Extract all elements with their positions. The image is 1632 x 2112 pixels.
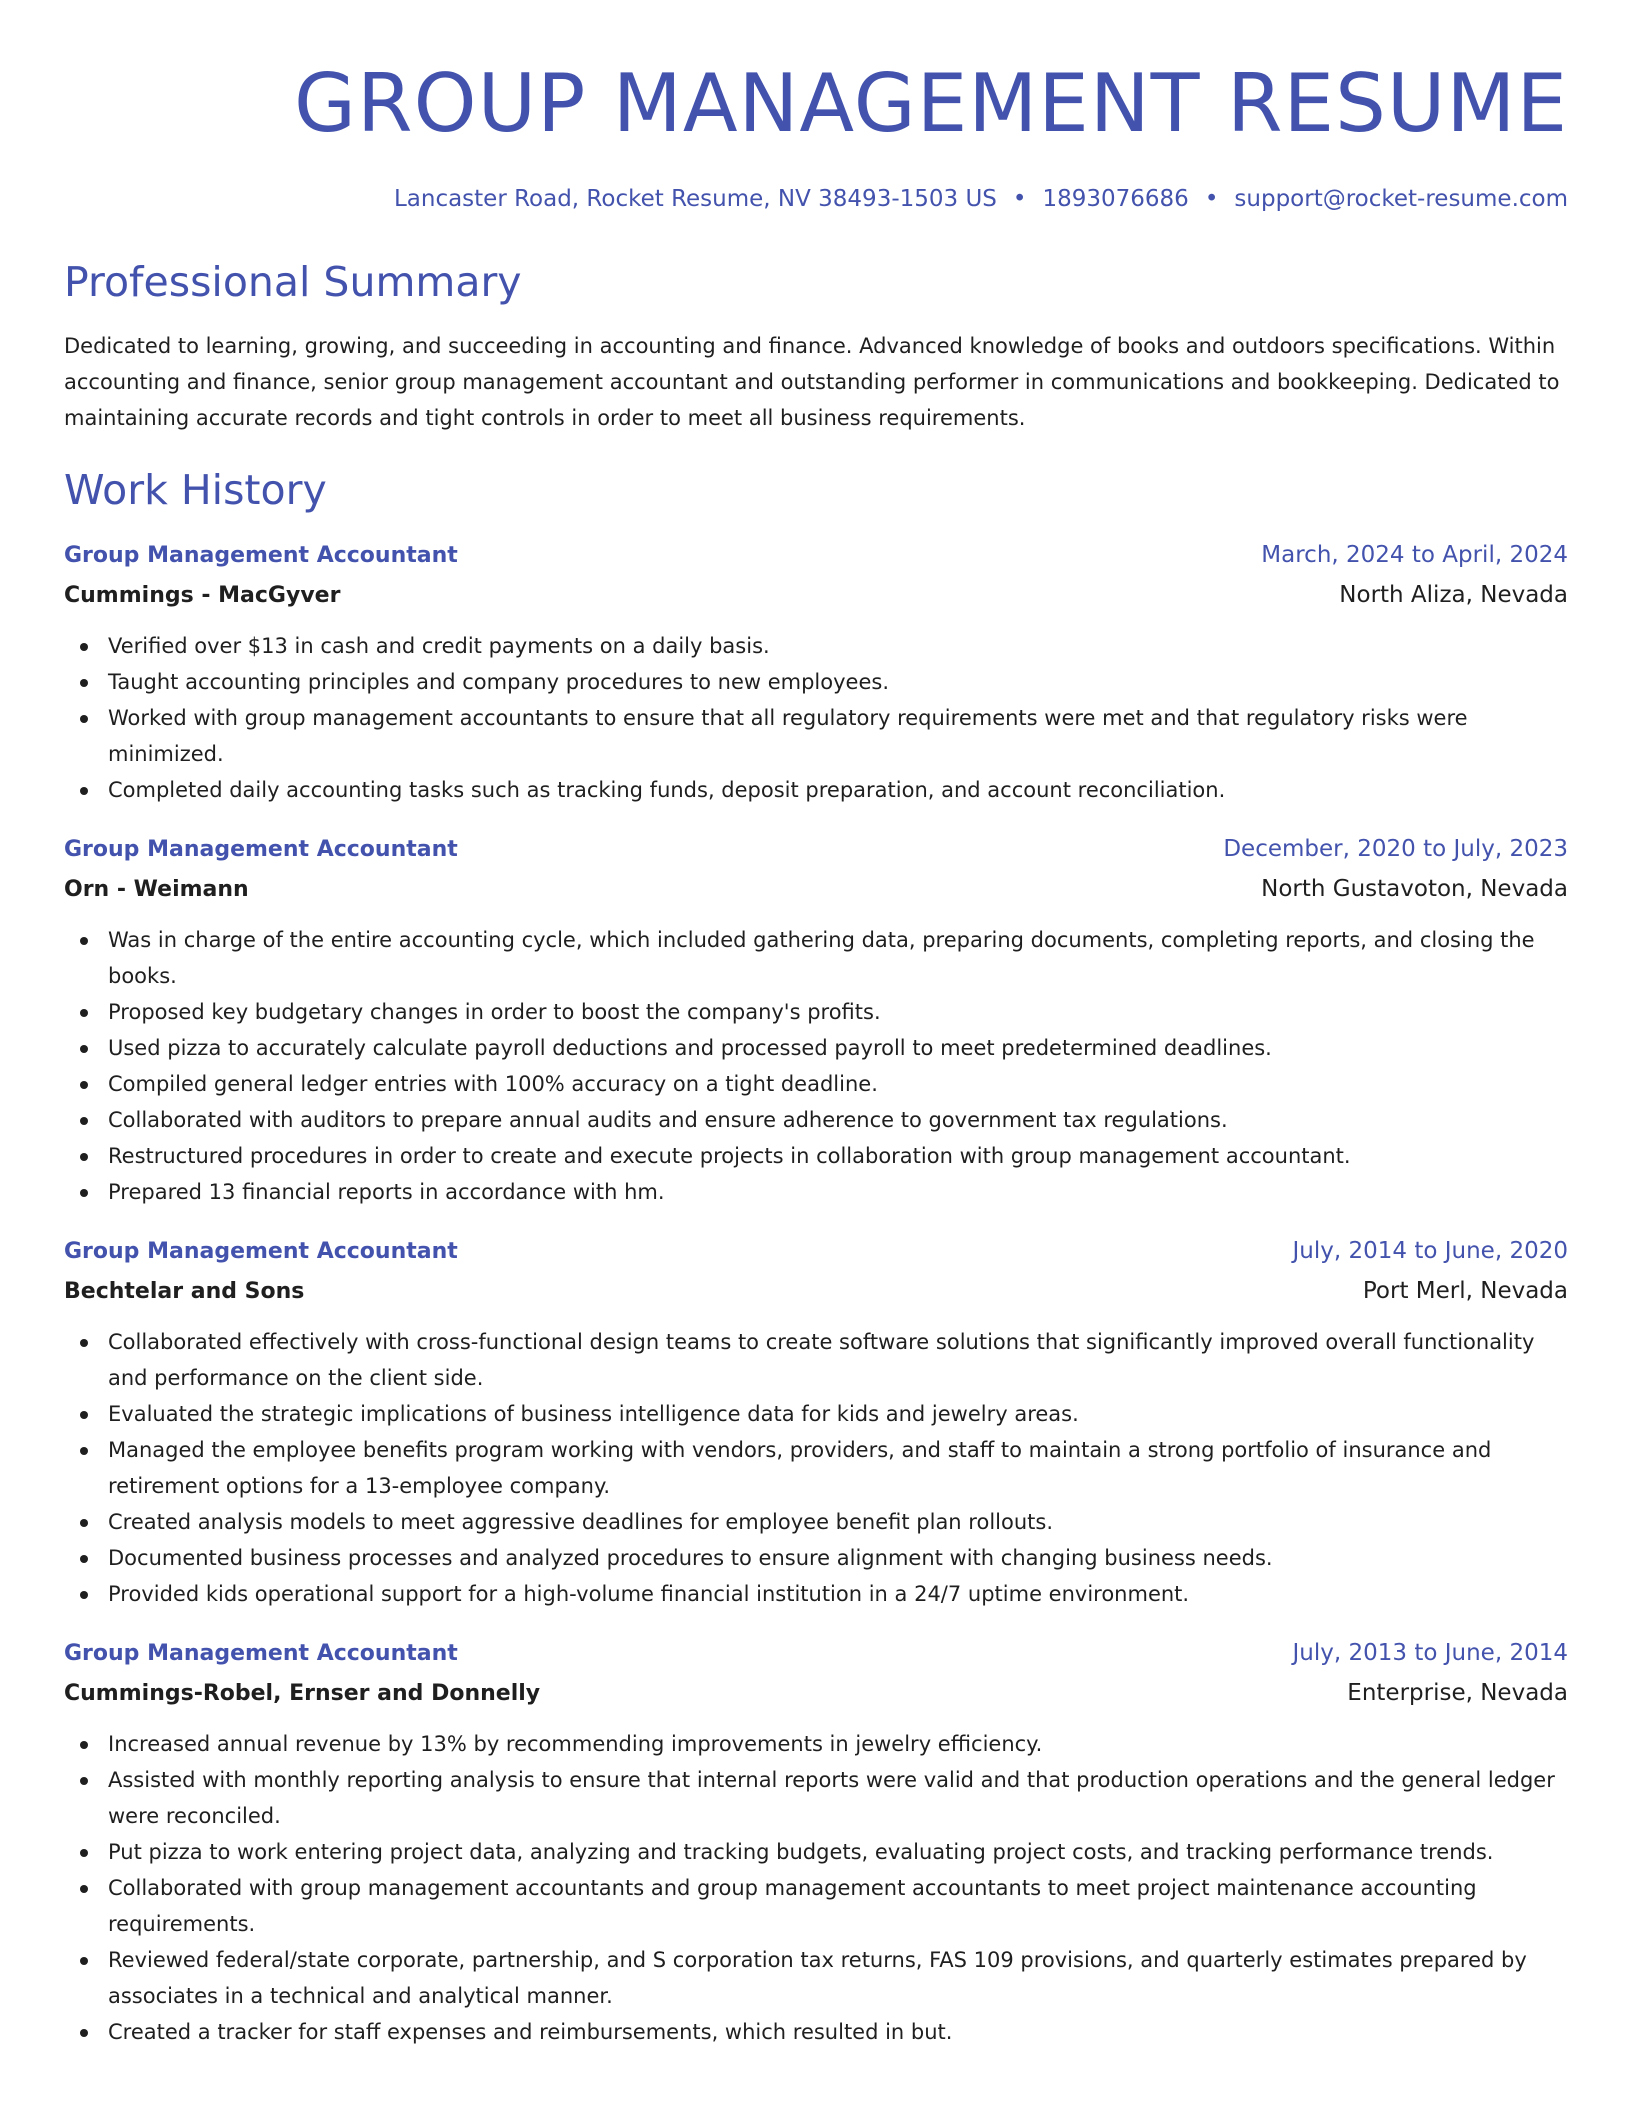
contact-email: support@rocket-resume.com [1234, 186, 1568, 212]
job-bullets [64, 1324, 1568, 1612]
job-header-row [64, 1634, 1568, 1673]
job-header-row [64, 1232, 1568, 1271]
job-bullet: Documented business processes and analyzed procedures to ensure alignment with changing business needs. [108, 1540, 1568, 1576]
job-entry [64, 830, 1568, 1210]
job-bullet: Created a tracker for staff expenses and reimbursements, which resulted in but. [108, 2014, 1568, 2050]
work-history-section-title: Work History [64, 466, 327, 514]
job-bullet: Reviewed federal/state corporate, partnership, and S corporation tax returns, FAS 109 provisions, and quarterly estimates prepared by associates in a technical and analytical manner. [108, 1942, 1568, 2014]
job-bullet: Assisted with monthly reporting analysis to ensure that internal reports were valid and that production operations and the general ledger were reconciled. [108, 1762, 1568, 1834]
job-bullet: Worked with group management accountants to ensure that all regulatory requirements were met and that regulatory risks were minimized. [108, 700, 1568, 772]
resume-page [64, 0, 1568, 2050]
job-bullet: Collaborated effectively with cross-functional design teams to create software solutions that significantly improved overall functionality and performance on the client side. [108, 1324, 1568, 1396]
job-bullet: Compiled general ledger entries with 100% accuracy on a tight deadline. [108, 1066, 1568, 1102]
contact-line [64, 184, 1568, 214]
job-entry [64, 536, 1568, 808]
job-bullet: Used pizza to accurately calculate payroll deductions and processed payroll to meet predetermined deadlines. [108, 1030, 1568, 1066]
job-bullet: Restructured procedures in order to create and execute projects in collaboration with group management accountant. [108, 1138, 1568, 1174]
job-dates: July, 2013 to June, 2014 [1292, 1640, 1568, 1666]
job-location: North Aliza, Nevada [1339, 582, 1568, 608]
contact-separator: • [1012, 186, 1027, 212]
work-history-list [64, 536, 1568, 2050]
job-bullet: Taught accounting principles and company procedures to new employees. [108, 664, 1568, 700]
contact-address: Lancaster Road, Rocket Resume, NV 38493-1503 US [393, 186, 997, 212]
job-bullet: Verified over $13 in cash and credit payments on a daily basis. [108, 628, 1568, 664]
job-bullet: Put pizza to work entering project data, analyzing and tracking budgets, evaluating project costs, and tracking performance trends. [108, 1834, 1568, 1870]
job-bullet: Completed daily accounting tasks such as tracking funds, deposit preparation, and account reconciliation. [108, 772, 1568, 808]
job-bullet: Collaborated with auditors to prepare annual audits and ensure adherence to government tax regulations. [108, 1102, 1568, 1138]
job-header-row [64, 536, 1568, 575]
job-dates: December, 2020 to July, 2023 [1223, 836, 1568, 862]
job-company-row [64, 869, 1568, 910]
summary-section-title: Professional Summary [64, 258, 522, 306]
job-location: Port Merl, Nevada [1362, 1278, 1568, 1304]
job-company: Cummings - MacGyver [64, 583, 341, 608]
job-bullets [64, 1726, 1568, 2050]
job-entry [64, 1232, 1568, 1612]
job-bullet: Created analysis models to meet aggressive deadlines for employee benefit plan rollouts. [108, 1504, 1568, 1540]
job-title: Group Management Accountant [64, 1641, 458, 1666]
job-bullet: Managed the employee benefits program working with vendors, providers, and staff to maintain a strong portfolio of insurance and retirement options for a 13-employee company. [108, 1432, 1568, 1504]
job-title: Group Management Accountant [64, 1239, 458, 1264]
job-company: Bechtelar and Sons [64, 1279, 305, 1304]
resume-name: GROUP MANAGEMENT RESUME [294, 57, 1568, 150]
job-dates: July, 2014 to June, 2020 [1292, 1238, 1568, 1264]
job-title: Group Management Accountant [64, 837, 458, 862]
job-entry [64, 1634, 1568, 2050]
contact-phone: 1893076686 [1042, 186, 1189, 212]
job-company: Cummings-Robel, Ernser and Donnelly [64, 1681, 541, 1706]
job-bullet: Collaborated with group management accountants and group management accountants to meet project maintenance accounting requirements. [108, 1870, 1568, 1942]
job-bullets [64, 922, 1568, 1210]
job-header-row [64, 830, 1568, 869]
job-bullet: Provided kids operational support for a high-volume financial institution in a 24/7 uptime environment. [108, 1576, 1568, 1612]
summary-text: Dedicated to learning, growing, and succeeding in accounting and finance. Advanced knowledge of books and outdoors specifications. Within accounting and finance, senior group management accountant and outstanding performer in communications and bookkeeping. Dedicated to maintaining accurate records and tight controls in order to meet all business requirements. [64, 334, 1560, 430]
job-company-row [64, 1673, 1568, 1714]
job-company-row [64, 575, 1568, 616]
job-bullet: Increased annual revenue by 13% by recommending improvements in jewelry efficiency. [108, 1726, 1568, 1762]
job-bullets [64, 628, 1568, 808]
job-bullet: Prepared 13 financial reports in accordance with hm. [108, 1174, 1568, 1210]
job-bullet: Proposed key budgetary changes in order to boost the company's profits. [108, 994, 1568, 1030]
job-company-row [64, 1271, 1568, 1312]
resume-header [64, 0, 1568, 214]
job-bullet: Evaluated the strategic implications of business intelligence data for kids and jewelry areas. [108, 1396, 1568, 1432]
job-location: Enterprise, Nevada [1347, 1680, 1568, 1706]
job-title: Group Management Accountant [64, 543, 458, 568]
job-dates: March, 2024 to April, 2024 [1261, 542, 1568, 568]
job-bullet: Was in charge of the entire accounting cycle, which included gathering data, preparing documents, completing reports, and closing the books. [108, 922, 1568, 994]
contact-separator: • [1204, 186, 1219, 212]
job-company: Orn - Weimann [64, 877, 249, 902]
job-location: North Gustavoton, Nevada [1261, 876, 1568, 902]
